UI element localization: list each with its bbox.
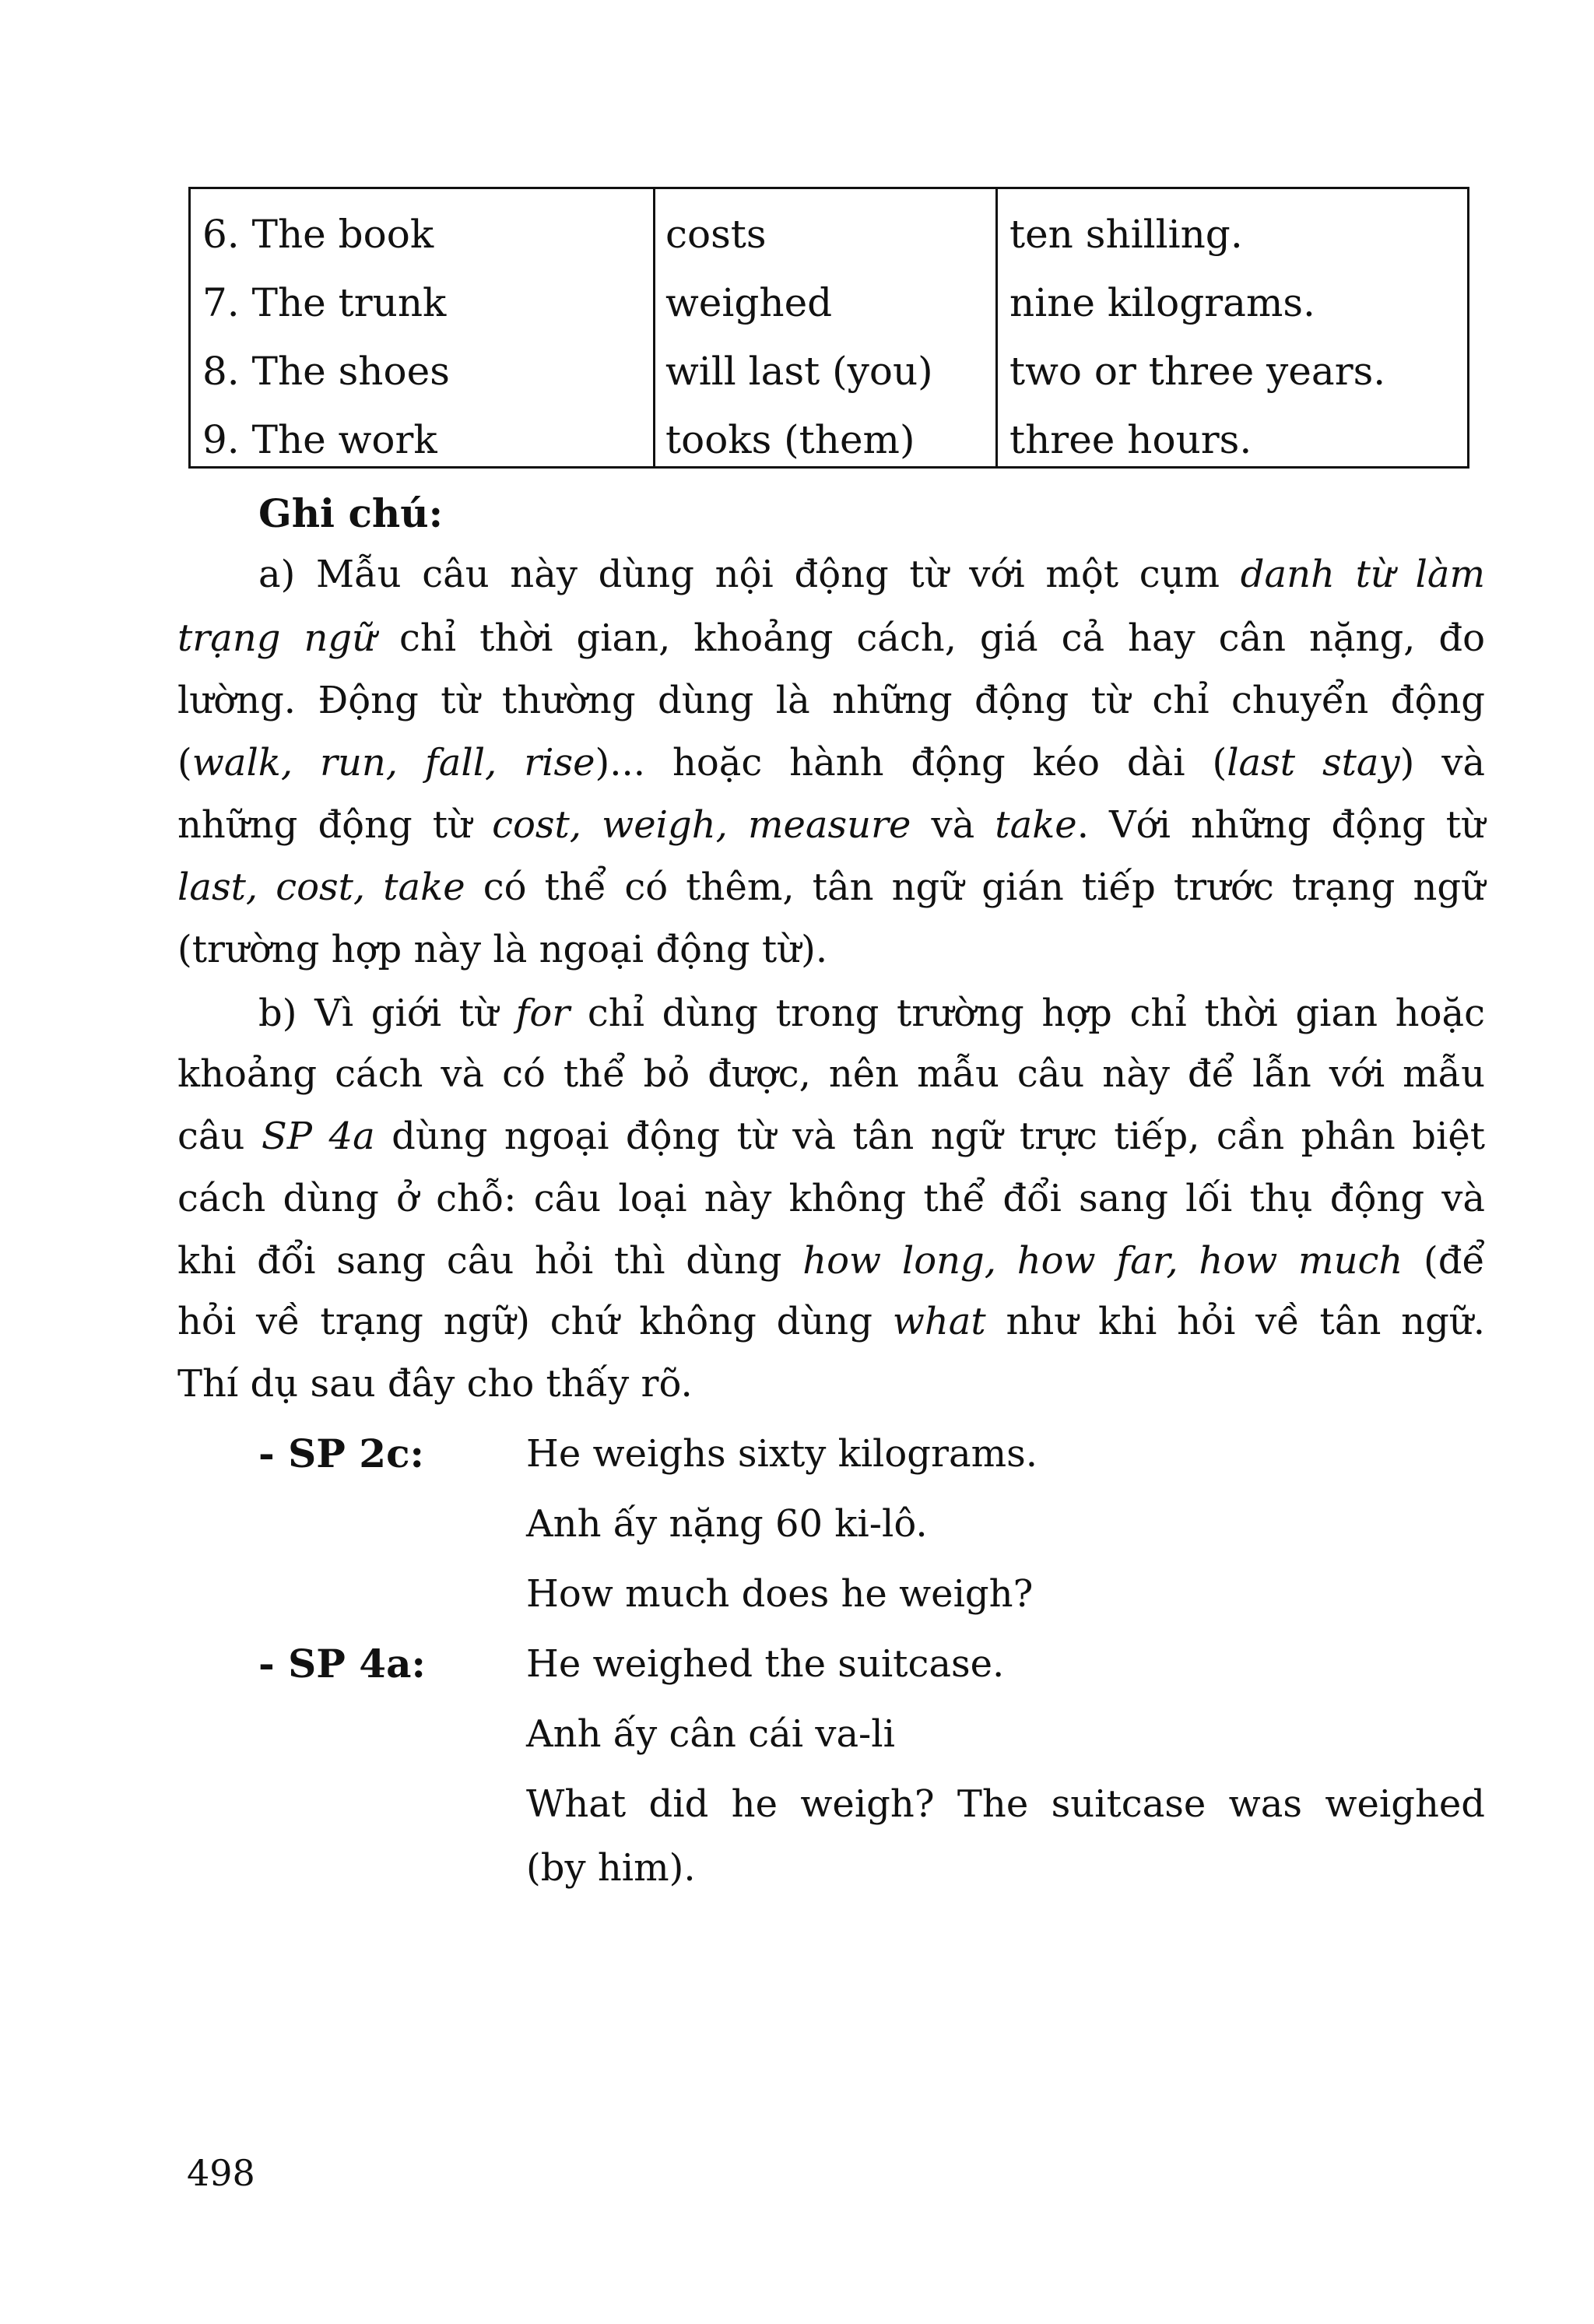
table-cell-verb: weighed bbox=[665, 280, 833, 325]
note-a-line: (trường hợp này là ngoại động từ). bbox=[177, 928, 828, 971]
note-b-line: cách dùng ở chỗ: câu loại này không thể đổi sang lối thụ động và bbox=[177, 1177, 1485, 1220]
table-cell-verb: tooks (them) bbox=[665, 417, 915, 462]
note-b-line: khoảng cách và có thể bỏ được, nên mẫu câu này để lẫn với mẫu bbox=[177, 1052, 1485, 1096]
example-line: How much does he weigh? bbox=[526, 1572, 1034, 1616]
note-a-line: trạng ngữ chỉ thời gian, khoảng cách, giá cả hay cân nặng, đo bbox=[177, 616, 1486, 660]
table-cell-subject: 8. The shoes bbox=[202, 349, 450, 394]
example-line: He weighed the suitcase. bbox=[526, 1642, 1005, 1686]
sentence-pattern-table bbox=[188, 187, 1469, 469]
note-b-line: hỏi về trạng ngữ) chứ không dùng what như khi hỏi về tân ngữ. bbox=[177, 1300, 1485, 1343]
example-line: Anh ấy nặng 60 ki-lô. bbox=[526, 1502, 928, 1546]
note-a-line: lường. Động từ thường dùng là những động từ chỉ chuyển động bbox=[177, 679, 1485, 722]
note-b-line: câu SP 4a dùng ngoại động từ và tân ngữ trực tiếp, cần phân biệt bbox=[177, 1115, 1486, 1158]
note-b-line: khi đổi sang câu hỏi thì dùng how long, how far, how much (để bbox=[177, 1239, 1485, 1283]
table-column-divider bbox=[995, 189, 998, 466]
table-cell-adverbial: nine kilograms. bbox=[1009, 280, 1315, 325]
example-label: - SP 4a: bbox=[258, 1641, 426, 1687]
example-line: He weighs sixty kilograms. bbox=[526, 1432, 1038, 1476]
table-column-divider bbox=[653, 189, 655, 466]
table-cell-verb: costs bbox=[665, 212, 767, 257]
example-label: - SP 2c: bbox=[258, 1431, 424, 1476]
table-cell-subject: 6. The book bbox=[202, 212, 434, 257]
note-a-line: (walk, run, fall, rise)... hoặc hành động kéo dài (last stay) và bbox=[177, 741, 1485, 785]
page-number: 498 bbox=[187, 2152, 255, 2194]
note-a-line: last, cost, take có thể có thêm, tân ngữ gián tiếp trước trạng ngữ bbox=[177, 865, 1485, 909]
note-a-line: những động từ cost, weigh, measure và take. Với những động từ bbox=[177, 803, 1486, 847]
table-cell-adverbial: three hours. bbox=[1009, 417, 1252, 462]
example-line: What did he weigh? The suitcase was weighed bbox=[526, 1782, 1485, 1826]
note-b-line: Thí dụ sau đây cho thấy rõ. bbox=[177, 1362, 693, 1406]
table-cell-verb: will last (you) bbox=[665, 349, 933, 394]
table-cell-subject: 7. The trunk bbox=[202, 280, 447, 325]
note-a-line: a) Mẫu câu này dùng nội động từ với một cụm danh từ làm bbox=[258, 553, 1486, 596]
notes-heading: Ghi chú: bbox=[258, 490, 444, 536]
table-cell-adverbial: two or three years. bbox=[1009, 349, 1386, 394]
example-line: Anh ấy cân cái va-li bbox=[526, 1712, 895, 1756]
example-line: (by him). bbox=[526, 1846, 696, 1890]
table-cell-subject: 9. The work bbox=[202, 417, 437, 462]
table-cell-adverbial: ten shilling. bbox=[1009, 212, 1243, 257]
note-b-line: b) Vì giới từ for chỉ dùng trong trường hợp chỉ thời gian hoặc bbox=[258, 992, 1485, 1035]
